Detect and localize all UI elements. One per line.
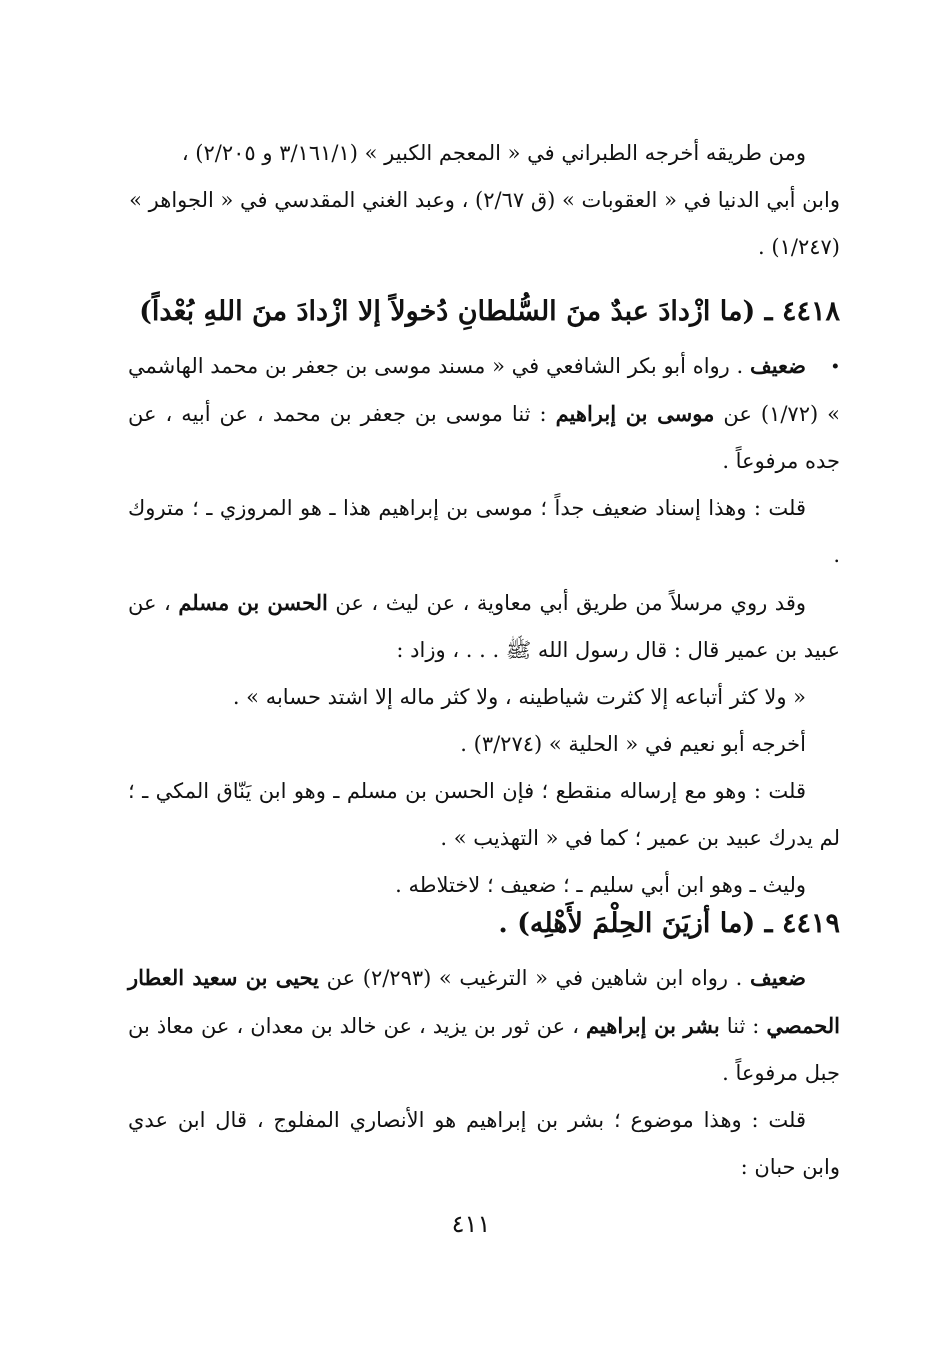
addition-text: « ولا كثر أتباعه إلا كثرت شياطينه ، ولا كثر ماله إلا اشتد حسابه » . — [232, 685, 806, 709]
grade-label: ضعيف — [749, 353, 806, 378]
page-number: ٤١١ — [451, 1210, 491, 1238]
narrator-name: يحيى بن سعيد العطار الحمصي — [128, 965, 841, 1038]
chain-text: : ثنا موسى بن جعفر بن محمد ، عن أبيه ، عن جده مرفوعاً . — [128, 402, 840, 473]
grade-text: . رواه أبو بكر الشافعي في « مسند موسى بن جعفر بن محمد الهاشمي » (١/٧٢) عن — [128, 354, 841, 426]
source-text: أخرجه أبو نعيم في « الحلية » (٣/٢٧٤) . — [460, 732, 806, 756]
note-paragraph: قلت : وهو مع إرساله منقطع ؛ فإن الحسن بن مسلم ـ وهو ابن يَنّاق المكي ـ ؛ لم يدرك عبيد بن عمير ؛ كما في « التهذيب » . — [128, 779, 840, 850]
chain-text: : ثنا — [719, 1014, 767, 1038]
hadith-4418-body — [128, 342, 840, 909]
note-paragraph: وليث ـ وهو ابن أبي سليم ـ ؛ ضعيف ؛ لاختلاطه . — [395, 873, 806, 897]
hadith-heading-4418: ٤٤١٨ ـ (ما ازْدادَ عبدٌ منَ السُّلطانِ دُخولاً إلا ازْدادَ منَ اللهِ بُعْداً) . — [139, 296, 840, 375]
chain-text: ، عن ثور بن يزيد ، عن خالد بن معدان ، عن معاذ بن جبل مرفوعاً . — [128, 1014, 840, 1085]
narrator-name: الحسن بن مسلم — [178, 590, 328, 615]
intro-line: (١/٢٤٧) . — [758, 235, 840, 259]
intro-line: وابن أبي الدنيا في « العقوبات » (ق ٢/٦٧) ، وعبد الغني المقدسي في « الجواهر » — [129, 188, 840, 212]
grade-text: . رواه ابن شاهين في « الترغيب » (٢/٢٩٣) عن — [319, 966, 750, 990]
narrator-name: موسى بن إبراهيم — [555, 401, 715, 426]
grade-label: ضعيف — [749, 965, 806, 990]
narrator-name: بشر بن إبراهيم — [585, 1013, 720, 1038]
note-paragraph — [128, 579, 840, 674]
grade-paragraph — [128, 954, 840, 1097]
note-paragraph: قلت : وهذا إسناد ضعيف جداً ؛ موسى بن إبراهيم هذا ـ هو المروزي ـ ؛ متروك . — [128, 496, 840, 567]
note-text: ، عن عبيد بن عمير قال : قال رسول الله ﷺ . . . ، وزاد : — [128, 591, 840, 662]
note-paragraph: قلت : وهذا موضوع ؛ بشر بن إبراهيم هو الأنصاري المفلوج ، قال ابن عدي وابن حبان : — [128, 1108, 840, 1179]
hadith-heading-4419: ٤٤١٩ ـ (ما أزيَنَ الحِلْمَ لأَهْلِه) . — [498, 908, 840, 939]
note-text: وقد روي مرسلاً من طريق أبي معاوية ، عن ليث ، عن — [327, 591, 806, 615]
grade-paragraph — [128, 342, 840, 485]
intro-paragraph — [128, 130, 840, 271]
hadith-4419-body — [128, 954, 840, 1191]
intro-line: ومن طريقه أخرجه الطبراني في « المعجم الكبير » (٣/١٦١/١ و ٢/٢٠٥) ، — [181, 141, 806, 165]
